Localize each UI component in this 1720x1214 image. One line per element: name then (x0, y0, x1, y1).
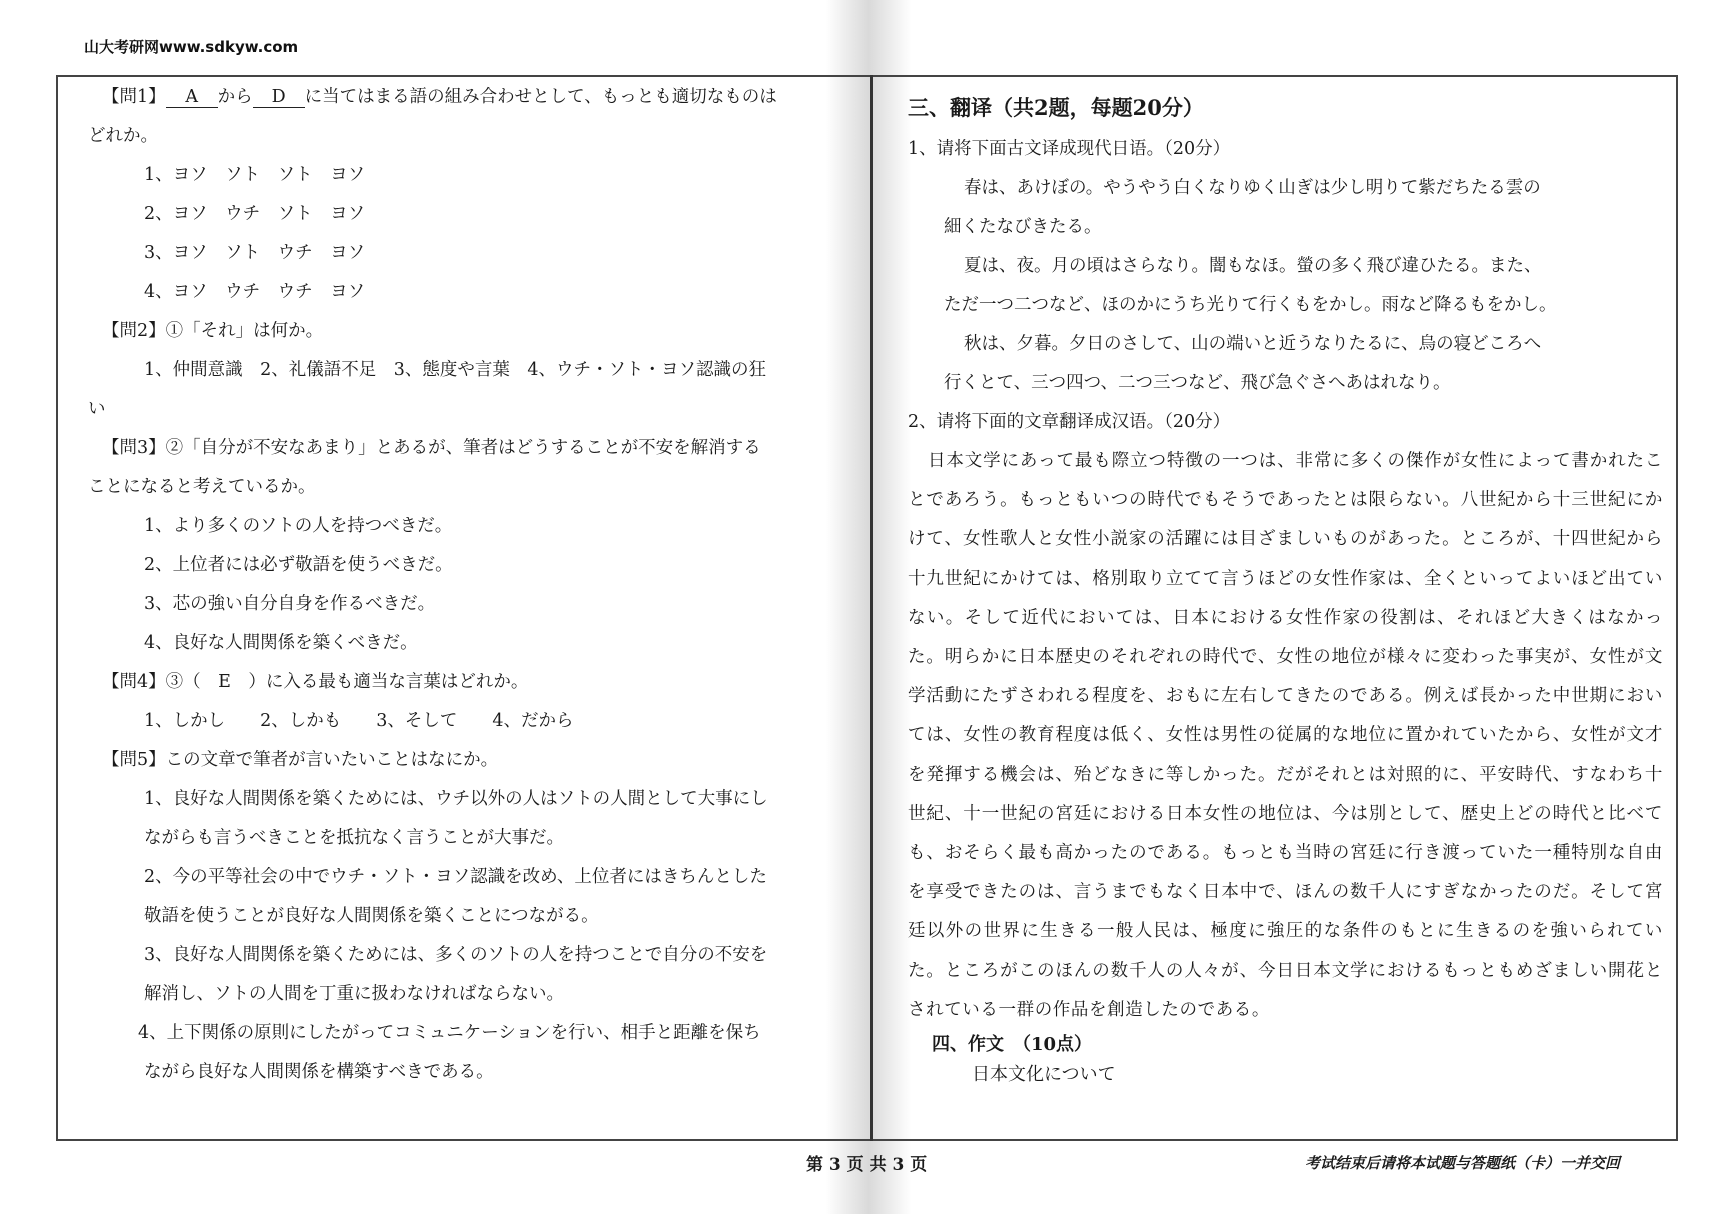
classical-text-line: ただ一つ二つなど、ほのかにうち光りて行くもをかし。雨など降るもをかし。 (944, 295, 1557, 315)
q1-option: 4、ヨソ ウチ ウチ ヨソ (144, 282, 366, 302)
translation-2-instruction: 2、请将下面的文章翻译成汉语。（20分） (908, 412, 1231, 432)
translation-2-passage: 日本文学にあって最も際立つ特徴の一つは、非常に多くの傑作が女性によって書かれたことであろう。もっともいつの時代でもそうであったとは限らない。八世紀から十三世紀にかけて、女性歌人と女性小説家の活躍には目ざましいものがあった。ところが、十四世紀から十九世紀にかけては、格別取り立てて言うほどの女性作家は、全くといってよいほど出ていない。そして近代においては、日本における女性作家の役割は、それほど大きくはなかった。明らかに日本歴史のそれぞれの時代で、女性の地位が様々に変わった事実が、女性が文学活動にたずさわれる程度を、おもに左右してきたのである。例えば長かった中世期においては、女性の教育程度は低く、女性は男性の従属的な地位に置かれていたから、女性が文才を発揮する機会は、殆どなきに等しかった。だがそれとは対照的に、平安時代、すなわち十世紀、十一世紀の宮廷における日本女性の地位は、今は別として、歴史上どの時代と比べても、おそらく最も高かったのである。もっとも当時の宮廷に行き渡っていた一種特別な自由を享受できたのは、言うまでもなく日本中で、ほんの数千人にすぎなかったのだ。そして宮廷以外の世界に生きる一般人民は、極度に強圧的な条件のもとに生きるのを強いられていた。ところがこのほんの数千人の人々が、今日日本文学におけるもっともめざましい開花とされている一群の作品を創造したのである。 (908, 451, 1663, 1020)
right-column (908, 86, 1663, 1090)
q1-option: 1、ヨソ ソト ソト ヨソ (144, 165, 366, 185)
q5-option-cont: 解消し、ソトの人間を丁重に扱わなければならない。 (144, 984, 564, 1004)
q5-option-line: 3、良好な人間関係を築くためには、多くのソトの人を持つことで自分の不安を (144, 945, 768, 965)
classical-text-line: 細くたなびきたる。 (944, 217, 1102, 237)
q5-option-cont: 敬語を使うことが良好な人間関係を築くことにつながる。 (144, 906, 599, 926)
left-column (88, 78, 848, 1092)
blank-a: A (166, 87, 218, 108)
q3-option: 4、良好な人間関係を築くべきだ。 (144, 633, 418, 653)
watermark: 山大考研网www.sdkyw.com (84, 38, 299, 56)
page-number: 第 3 页 共 3 页 (806, 1155, 928, 1175)
blank-d: D (253, 87, 305, 108)
question-5: 【問5】この文章で筆者が言いたいことはなにか。 (102, 750, 499, 770)
q2-options: 1、仲間意識 2、礼儀語不足 3、態度や言葉 4、ウチ・ソト・ヨソ認識の狂 (144, 360, 767, 380)
question-3-line-2: ことになると考えているか。 (88, 477, 316, 497)
question-1-text: に当てはまる語の組み合わせとして、もっとも適切なものは (304, 87, 777, 107)
footer-note: 考试结束后请将本试题与答题纸（卡）一并交回 (1305, 1154, 1621, 1172)
translation-1-instruction: 1、请将下面古文译成现代日语。（20分） (908, 139, 1231, 159)
question-1-line-2: どれか。 (88, 126, 158, 146)
question-3-line-1: 【問3】②「自分が不安なあまり」とあるが、筆者はどうすることが不安を解消する (102, 438, 761, 458)
essay-topic: 日本文化について (972, 1064, 1116, 1086)
q3-option: 1、より多くのソトの人を持つべきだ。 (144, 516, 453, 536)
q5-option-line: 4、上下関係の原則にしたがってコミュニケーションを行い、相手と距離を保ち (138, 1023, 761, 1043)
classical-text-line: 行くとて、三つ四つ、二つ三つなど、飛び急ぐさへあはれなり。 (944, 373, 1451, 393)
question-2: 【問2】①「それ」は何か。 (102, 321, 324, 341)
q5-option-cont: ながらも言うべきことを抵抗なく言うことが大事だ。 (144, 828, 564, 848)
section-4-heading: 四、作文 （10点） (932, 1034, 1093, 1056)
q5-option-cont: ながら良好な人間関係を構築すべきである。 (144, 1062, 494, 1082)
q3-option: 2、上位者には必ず敬語を使うべきだ。 (144, 555, 453, 575)
question-1-label: 【問1】 (102, 87, 166, 107)
center-divider (870, 75, 873, 1141)
section-3-heading: 三、翻译（共2题，每题20分） (908, 95, 1204, 120)
q1-option: 3、ヨソ ソト ウチ ヨソ (144, 243, 366, 263)
question-1-line-1 (88, 78, 848, 117)
q5-option-line: 2、今の平等社会の中でウチ・ソト・ヨソ認識を改め、上位者にはきちんとした (144, 867, 767, 887)
q3-option: 3、芯の強い自分自身を作るべきだ。 (144, 594, 436, 614)
classical-text-line: 秋は、夕暮。夕日のさして、山の端いと近うなりたるに、烏の寝どころへ (964, 334, 1542, 354)
classical-text-line: 春は、あけぼの。やうやう白くなりゆく山ぎは少し明りて紫だちたる雲の (964, 178, 1541, 198)
q4-options: 1、しかし 2、しかも 3、そして 4、だから (144, 711, 574, 731)
kara-text: から (217, 87, 253, 107)
q2-options-cont: い (88, 399, 106, 419)
q5-option-line: 1、良好な人間関係を築くためには、ウチ以外の人はソトの人間として大事にし (144, 789, 768, 809)
question-4: 【問4】③（ E ）に入る最も適当な言葉はどれか。 (102, 672, 529, 692)
classical-text-line: 夏は、夜。月の頃はさらなり。闇もなほ。螢の多く飛び違ひたる。また、 (964, 256, 1542, 276)
q1-option: 2、ヨソ ウチ ソト ヨソ (144, 204, 366, 224)
